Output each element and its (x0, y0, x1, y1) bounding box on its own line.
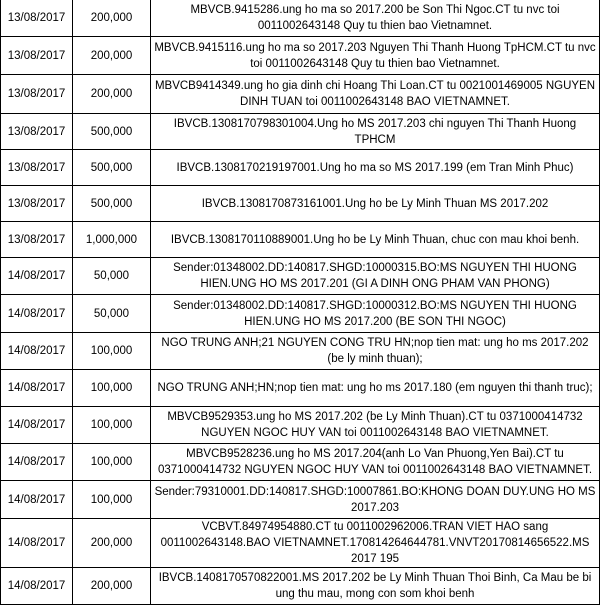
table-row (1, 258, 600, 295)
amount-cell: 200,000 (73, 75, 151, 114)
amount-cell: 100,000 (73, 444, 151, 481)
date-cell: 14/08/2017 (1, 444, 73, 481)
table-row (1, 444, 600, 481)
date-cell: 13/08/2017 (1, 0, 73, 37)
description-cell: Sender:01348002.DD:140817.SHGD:10000312.BO:MS NGUYEN THI HUONG HIEN.UNG HO MS 2017.200 (BE SON THI NGOC) (151, 295, 600, 333)
date-cell: 14/08/2017 (1, 258, 73, 295)
amount-cell: 100,000 (73, 370, 151, 407)
description-cell: IBVCB.1408170570822001.MS 2017.202 be Ly Minh Thuan Thoi Binh, Ca Mau be bi ung thu mau, mong con som khoi benh (151, 568, 600, 605)
date-cell: 13/08/2017 (1, 114, 73, 150)
amount-cell: 100,000 (73, 481, 151, 519)
table-row (1, 568, 600, 605)
amount-cell: 500,000 (73, 150, 151, 186)
description-cell: IBVCB.1308170798301004.Ung ho MS 2017.203 chi nguyen Thi Thanh Huong TPHCM (151, 114, 600, 150)
date-cell: 14/08/2017 (1, 333, 73, 370)
amount-cell: 100,000 (73, 333, 151, 370)
amount-cell: 100,000 (73, 407, 151, 444)
description-cell: NGO TRUNG ANH;21 NGUYEN CONG TRU HN;nop tien mat: ung ho ms 2017.202 (be ly minh thuan); (151, 333, 600, 370)
date-cell: 14/08/2017 (1, 519, 73, 568)
amount-cell: 500,000 (73, 114, 151, 150)
amount-cell: 200,000 (73, 0, 151, 37)
description-cell: IBVCB.1308170219197001.Ung ho ma so MS 2017.199 (em Tran Minh Phuc) (151, 150, 600, 186)
table-row (1, 150, 600, 186)
table-row (1, 75, 600, 114)
date-cell: 14/08/2017 (1, 370, 73, 407)
description-cell: Sender:01348002.DD:140817.SHGD:10000315.BO:MS NGUYEN THI HUONG HIEN.UNG HO MS 2017.201 (GI A DINH ONG PHAM VAN PHONG) (151, 258, 600, 295)
date-cell: 13/08/2017 (1, 150, 73, 186)
amount-cell: 1,000,000 (73, 222, 151, 258)
description-cell: MBVCB9529353.ung ho MS 2017.202 (be Ly Minh Thuan).CT tu 0371000414732 NGUYEN NGOC HUY VAN toi 0011002643148 BAO VIETNAMNET. (151, 407, 600, 444)
date-cell: 14/08/2017 (1, 295, 73, 333)
amount-cell: 50,000 (73, 258, 151, 295)
description-cell: IBVCB.1308170110889001.Ung ho be Ly Minh Thuan, chuc con mau khoi benh. (151, 222, 600, 258)
amount-cell: 50,000 (73, 295, 151, 333)
amount-cell: 200,000 (73, 568, 151, 605)
amount-cell: 500,000 (73, 186, 151, 222)
table-row (1, 519, 600, 568)
amount-cell: 200,000 (73, 37, 151, 75)
table-row (1, 0, 600, 37)
description-cell: MBVCB.9415116.ung ho ma so 2017.203 Nguyen Thi Thanh Huong TpHCM.CT tu nvc toi 0011002643148 Quy tu thien bao Vietnamnet. (151, 37, 600, 75)
table-row (1, 333, 600, 370)
table-row (1, 407, 600, 444)
description-cell: MBVCB9528236.ung ho MS 2017.204(anh Lo Van Phuong,Yen Bai).CT tu 0371000414732 NGUYEN NGOC HUY VAN toi 0011002643148 BAO VIETNAMNET. (151, 444, 600, 481)
description-cell: IBVCB.1308170873161001.Ung ho be Ly Minh Thuan MS 2017.202 (151, 186, 600, 222)
table-row (1, 186, 600, 222)
description-cell: MBVCB9414349.ung ho gia dinh chi Hoang Thi Loan.CT tu 0021001469005 NGUYEN DINH TUAN toi 0011002643148 BAO VIETNAMNET. (151, 75, 600, 114)
date-cell: 13/08/2017 (1, 222, 73, 258)
table-row (1, 481, 600, 519)
table-row (1, 295, 600, 333)
description-cell: MBVCB.9415286.ung ho ma so 2017.200 be Son Thi Ngoc.CT tu nvc toi 0011002643148 Quy tu thien bao Vietnamnet. (151, 0, 600, 37)
date-cell: 13/08/2017 (1, 75, 73, 114)
description-cell: Sender:79310001.DD:140817.SHGD:10007861.BO:KHONG DOAN DUY.UNG HO MS 2017.203 (151, 481, 600, 519)
donation-table-body (1, 0, 600, 605)
date-cell: 14/08/2017 (1, 568, 73, 605)
table-row (1, 222, 600, 258)
description-cell: NGO TRUNG ANH;HN;nop tien mat: ung ho ms 2017.180 (em nguyen thi thanh truc); (151, 370, 600, 407)
description-cell: VCBVT.84974954880.CT tu 0011002962006.TRAN VIET HAO sang 0011002643148.BAO VIETNAMNET.170814264644781.VNVT20170814656522.MS 2017 195 (151, 519, 600, 568)
date-cell: 14/08/2017 (1, 407, 73, 444)
table-row (1, 114, 600, 150)
date-cell: 14/08/2017 (1, 481, 73, 519)
date-cell: 13/08/2017 (1, 37, 73, 75)
amount-cell: 200,000 (73, 519, 151, 568)
table-row (1, 37, 600, 75)
table-row (1, 370, 600, 407)
date-cell: 13/08/2017 (1, 186, 73, 222)
